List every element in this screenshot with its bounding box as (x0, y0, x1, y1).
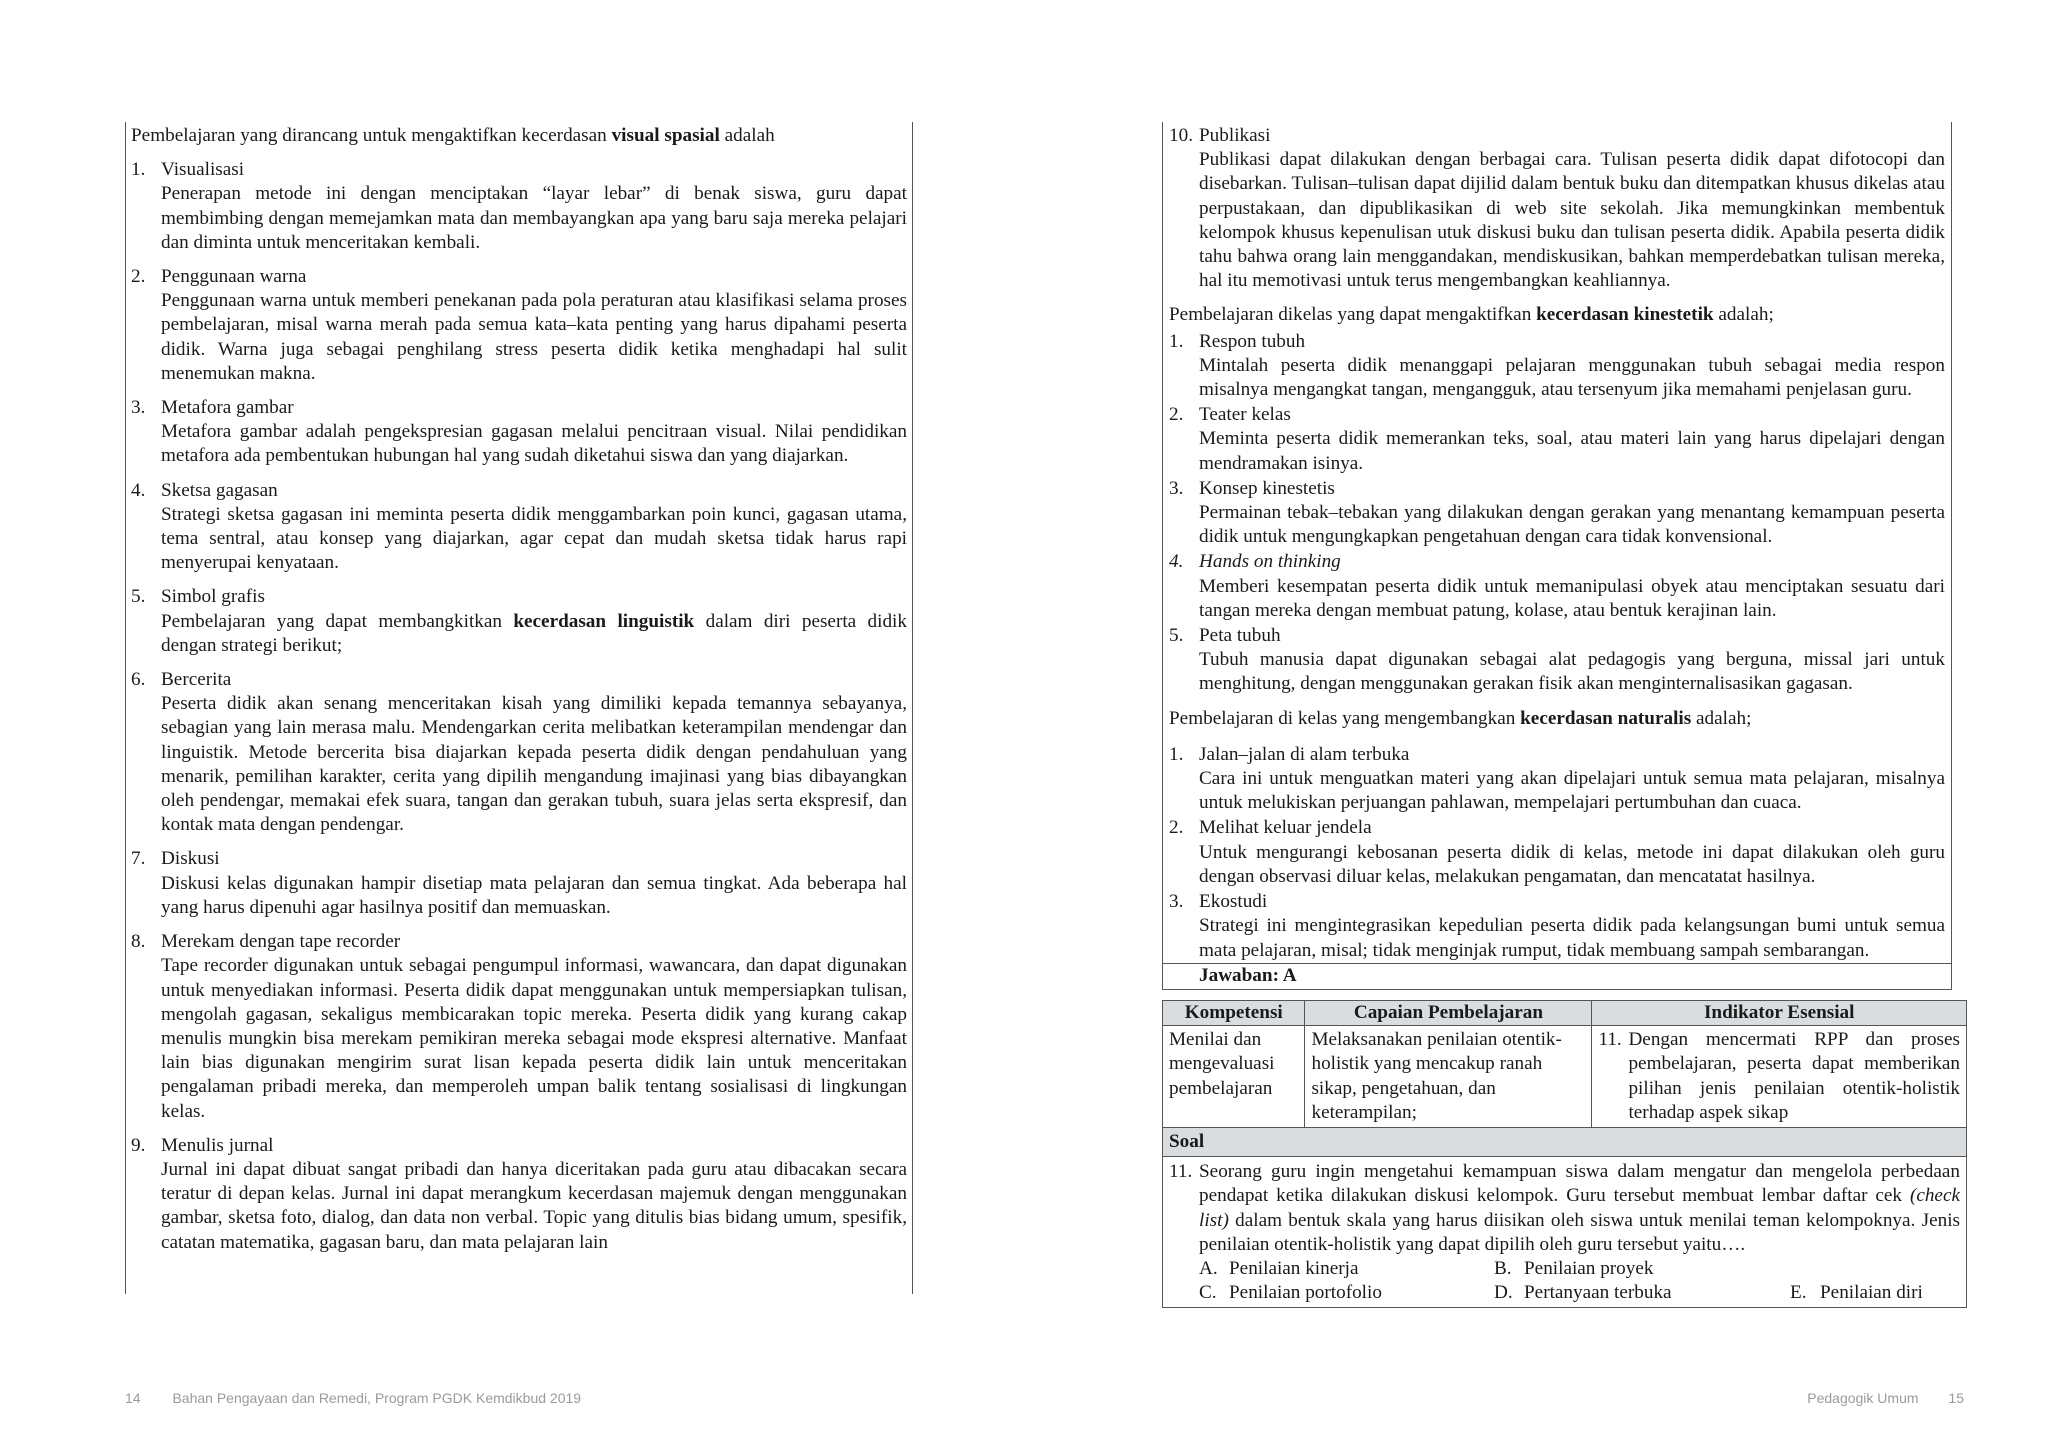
page-number: 14 (125, 1390, 141, 1406)
table-header: Kompetensi (1163, 1000, 1305, 1025)
item-title: Diskusi (161, 848, 220, 870)
left-column (125, 122, 913, 1294)
visual-spasial-list (131, 158, 907, 1255)
list-item: 1. Respon tubuh Mintalah peserta didik menanggapi pelajaran menggunakan tubuh sebagai media respon misalnya mengangkat tangan, mengangguk, atau tersenyum jika memahami penjelasan guru. (1169, 330, 1945, 401)
item-title: Publikasi (1199, 125, 1271, 146)
item-title: Bercerita (161, 669, 232, 691)
list-item: 5. Simbol grafis Pembelajaran yang dapat membangkitkan kecerdasan linguistik dalam diri peserta didik dengan strategi berikut; (131, 585, 907, 658)
item-body: Penggunaan warna untuk memberi penekanan pada pola peraturan atau klasifikasi selama proses pembelajaran, misal warna merah pada semua kata–kata penting yang harus dipahami peserta didik. Warna juga sebagai penghilang stress peserta didik ketika menghadapi hal sulit menemukan makna. (161, 290, 907, 384)
list-item: 10. Publikasi Publikasi dapat dilakukan dengan berbagai cara. Tulisan peserta didik dapat difotocopi dan disebarkan. Tulisan–tulisan dapat dijilid dalam bentuk buku dan ditempatkan khusus dikelas atau perpustakaan, dan dipublikasikan di web site sekolah. Jika memungkinkan membentuk kelompok khusus kepenulisan utuk diskusi buku dan tulisan peserta didik. Apabila peserta didik tahu bahwa orang lain menggandakan, mendiskusikan, bahkan memperdebatkan tulisan mereka, hal itu memotivasi untuk terus mengembangkan keahliannya. (1169, 124, 1945, 293)
list-item: 8. Merekam dengan tape recorder Tape recorder digunakan untuk sebagai pengumpul informasi, wawancara, dan dapat digunakan untuk menyediakan informasi. Peserta didik dapat menggunakan untuk mempersiapkan tulisan, mengolah gagasan, sekaligus membicarakan topic mereka. Peserta didik yang kurang cakap menulis mungkin bisa merekam pemikiran mereka sebagai mode ekspresi alternative. Manfaat lain bias digunakan mengirim surat lisan kepada peserta didik lain untuk menceritakan pengalaman pribadi mereka, dan memperoleh umpan balik tentang sosialisasi di lingkungan kelas. (131, 930, 907, 1124)
list-item: 7. Diskusi Diskusi kelas digunakan hampir disetiap mata pelajaran dan semua tingkat. Ada beberapa hal yang harus dipenuhi agar hasilnya positif dan memuaskan. (131, 847, 907, 920)
table-header: Capaian Pembelajaran (1305, 1000, 1592, 1025)
option-a: A. Penilaian kinerja (1199, 1257, 1359, 1279)
item-body: Penerapan metode ini dengan menciptakan “layar lebar” di benak siswa, guru dapat membimbing dengan memejamkan mata dan membayangkan apa yang baru saja mereka pelajari dan diminta untuk menceritakan kembali. (161, 183, 907, 253)
item-body: Strategi sketsa gagasan ini meminta peserta didik menggambarkan poin kunci, gagasan utama, tema sentral, atau konsep yang diajarkan, agar cepat dan mudah sketsa tidak harus rapi menyerupai kenyataan. (161, 503, 907, 574)
list-item: 9. Menulis jurnal Jurnal ini dapat dibuat sangat pribadi dan hanya diceritakan pada guru atau dibacakan secara teratur di depan kelas. Jurnal ini dapat merangkum kecerdasan majemuk dengan menggunakan gambar, sketsa foto, dialog, dan data non verbal. Topic yang ditulis bias bidang umum, spesifik, catatan matematika, gagasan baru, dan mata pelajaran lain (131, 1134, 907, 1255)
item-body: Diskusi kelas digunakan hampir disetiap mata pelajaran dan semua tingkat. Ada beberapa hal yang harus dipenuhi agar hasilnya positif dan memuaskan. (161, 872, 907, 918)
item-title: Sketsa gagasan (161, 479, 278, 501)
footer-title: Bahan Pengayaan dan Remedi, Program PGDK Kemdikbud 2019 (172, 1390, 582, 1406)
right-column (1162, 122, 1960, 1308)
capaian-cell: Melaksanakan penilaian otentik-holistik yang mencakup ranah sikap, pengetahuan, dan keterampilan; (1305, 1026, 1592, 1128)
answer-key: Jawaban: A (1162, 964, 1952, 990)
kompetensi-cell: Menilai dan mengevaluasi pembelajaran (1163, 1026, 1305, 1128)
list-item: 2. Teater kelas Meminta peserta didik memerankan teks, soal, atau materi lain yang harus dipelajari dengan mendramakan isinya. (1169, 404, 1945, 474)
list-item: 1. Visualisasi Penerapan metode ini dengan menciptakan “layar lebar” di benak siswa, guru dapat membimbing dengan memejamkan mata dan membayangkan apa yang baru saja mereka pelajari dan diminta untuk menceritakan kembali. (131, 158, 907, 255)
list-item: 4. Sketsa gagasan Strategi sketsa gagasan ini meminta peserta didik menggambarkan poin kunci, gagasan utama, tema sentral, atau konsep yang diajarkan, agar cepat dan mudah sketsa tidak harus rapi menyerupai kenyataan. (131, 479, 907, 576)
visual-spasial-intro: Pembelajaran yang dirancang untuk mengaktifkan kecerdasan visual spasial adalah (131, 125, 775, 146)
item-title: Simbol grafis (161, 586, 265, 608)
indikator-cell: 11. Dengan mencermati RPP dan proses pembelajaran, peserta dapat memberikan pilihan jenis penilaian otentik-holistik terhadap aspek sikap (1592, 1026, 1967, 1128)
competency-table (1162, 1000, 1967, 1308)
soal-header: Soal (1163, 1127, 1967, 1156)
item-body: Publikasi dapat dilakukan dengan berbagai cara. Tulisan peserta didik dapat difotocopi dan disebarkan. Tulisan–tulisan dapat dijilid dalam bentuk buku dan ditempatkan khusus dikelas atau perpustakaan, dan dipublikasikan di web site sekolah. Jika memungkinkan membentuk kelompok khusus kepenulisan utuk diskusi buku dan tulisan peserta didik. Apabila peserta didik tahu bahwa orang lain menggandakan, mendiskusikan, bahkan memperdebatkan tulisan mereka, hal itu memotivasi untuk terus mengembangkan keahliannya. (1199, 149, 1945, 292)
option-d: D. Pertanyaan terbuka (1494, 1282, 1672, 1304)
table-row (1163, 1026, 1967, 1128)
item-body: Metafora gambar adalah pengekspresian gagasan melalui pencitraan visual. Nilai pendidikan metafora ada pembentukan hubungan hal yang sudah diketahui siswa dan yang diajarkan. (161, 421, 907, 467)
list-item: 1. Jalan–jalan di alam terbuka Cara ini untuk menguatkan materi yang akan dipelajari untuk semua mata pelajaran, misalnya untuk melukiskan perjuangan pahlawan, mempelajari pertumbuhan dan cuaca. (1169, 743, 1945, 814)
list-item: 3. Ekostudi Strategi ini mengintegrasikan kepedulian peserta didik pada kelangsungan bumi untuk semua mata pelajaran, misal; tidak menginjak rumput, tidak membuang sampah sembarangan. (1169, 891, 1945, 961)
item-body: Pembelajaran yang dapat membangkitkan kecerdasan linguistik dalam diri peserta didik dengan strategi berikut; (161, 610, 907, 656)
list-item: 2. Penggunaan warna Penggunaan warna untuk memberi penekanan pada pola peraturan atau klasifikasi selama proses pembelajaran, misal warna merah pada semua kata–kata penting yang harus dipahami peserta didik. Warna juga sebagai penghilang stress peserta didik ketika menghadapi hal sulit menemukan makna. (131, 265, 907, 386)
kinestetik-list (1169, 330, 1945, 697)
option-b: B. Penilaian proyek (1494, 1257, 1654, 1279)
answer-options (1199, 1257, 1960, 1305)
list-item: 6. Bercerita Peserta didik akan senang menceritakan kisah yang dimiliki kepada temannya sebayanya, sebagian yang lain merasa malu. Mendengarkan cerita melibatkan keterampilan mendengar dan linguistik. Metode bercerita bisa diajarkan kepada peserta didik dengan pendahuluan yang menarik, pemilihan karakter, cerita yang dipilih mengandung imajinasi yang bias dibayangkan oleh pendengar, memakai efek suara, tangan dan gerakan tubuh, suara jelas serta ekspresif, dan kontak mata dengan pendengar. (131, 668, 907, 837)
list-item: 2. Melihat keluar jendela Untuk mengurangi kebosanan peserta didik di kelas, metode ini dapat dilakukan oleh guru dengan observasi diluar kelas, melakukan pengamatan, dan mencatatat hasilnya. (1169, 817, 1945, 887)
question-cell (1163, 1157, 1967, 1308)
list-item: 3. Konsep kinestetis Permainan tebak–tebakan yang dilakukan dengan gerakan yang menantang kemampuan peserta didik untuk mengungkapkan pengetahuan dengan cara tidak konvensional. (1169, 477, 1945, 548)
footer-title: Pedagogik Umum (1807, 1390, 1919, 1406)
naturalis-intro: Pembelajaran di kelas yang mengembangkan kecerdasan naturalis adalah; (1169, 707, 1752, 729)
right-page (1024, 0, 2048, 1448)
page-number: 15 (1948, 1390, 1964, 1406)
table-row (1163, 1157, 1967, 1308)
option-c: C. Penilaian portofolio (1199, 1282, 1382, 1304)
list-item: 4. Hands on thinking Memberi kesempatan peserta didik untuk memanipulasi obyek atau menciptakan sesuatu dari tangan mereka dengan membuat patung, kolase, atau bentuk kerajinan lain. (1169, 551, 1945, 621)
table-header: Indikator Esensial (1592, 1000, 1967, 1025)
right-prose-box (1162, 122, 1952, 964)
item-body: Tape recorder digunakan untuk sebagai pengumpul informasi, wawancara, dan dapat digunakan untuk menyediakan informasi. Peserta didik dapat menggunakan untuk mempersiapkan tulisan, mengolah gagasan, sekaligus membicarakan topic mereka. Peserta didik yang kurang cakap menulis mungkin bisa merekam pemikiran mereka sebagai mode ekspresi alternative. Manfaat lain bias digunakan mengirim surat lisan kepada peserta didik lain untuk menceritakan pengalaman pribadi mereka, dan memperoleh umpan balik tentang sosialisasi di lingkungan kelas. (161, 955, 907, 1122)
item-title: Visualisasi (161, 159, 245, 181)
item-title: Metafora gambar (161, 397, 294, 419)
question-text: 11. Seorang guru ingin mengetahui kemampuan siswa dalam mengatur dan mengelola perbedaan pendapat ketika dilakukan diskusi kelompok. Guru tersebut membuat lembar daftar cek (check list) dalam bentuk skala yang harus diisikan oleh siswa untuk menilai teman kelompoknya. Jenis penilaian otentik-holistik yang dapat dipilih oleh guru tersebut yaitu…. (1169, 1161, 1960, 1255)
option-e: E. Penilaian diri (1790, 1282, 1923, 1304)
naturalis-list (1169, 743, 1945, 963)
item-body: Jurnal ini dapat dibuat sangat pribadi dan hanya diceritakan pada guru atau dibacakan secara teratur di depan kelas. Jurnal ini dapat merangkum kecerdasan majemuk dengan menggunakan gambar, sketsa foto, dialog, dan data non verbal. Topic yang ditulis bias bidang umum, spesifik, catatan matematika, gagasan baru, dan mata pelajaran lain (161, 1158, 907, 1253)
item-body: Peserta didik akan senang menceritakan kisah yang dimiliki kepada temannya sebayanya, sebagian yang lain merasa malu. Mendengarkan cerita melibatkan keterampilan mendengar dan linguistik. Metode bercerita bisa diajarkan kepada peserta didik dengan pendahuluan yang menarik, pemilihan karakter, cerita yang dipilih mengandung imajinasi yang bias dibayangkan oleh pendengar, memakai efek suara, tangan dan gerakan tubuh, suara jelas serta ekspresif, dan kontak mata dengan pendengar. (161, 693, 907, 836)
item-title: Penggunaan warna (161, 266, 307, 288)
footer-left (125, 1390, 581, 1406)
list-item: 3. Metafora gambar Metafora gambar adalah pengekspresian gagasan melalui pencitraan visual. Nilai pendidikan metafora ada pembentukan hubungan hal yang sudah diketahui siswa dan yang diajarkan. (131, 396, 907, 469)
item-title: Merekam dengan tape recorder (161, 931, 401, 953)
list-item: 5. Peta tubuh Tubuh manusia dapat digunakan sebagai alat pedagogis yang berguna, missal jari untuk menghitung, dengan menggunakan gerakan fisik akan menginternalisasikan gagasan. (1169, 625, 1945, 695)
item-title: Menulis jurnal (161, 1134, 274, 1156)
kinestetik-intro: Pembelajaran dikelas yang dapat mengaktifkan kecerdasan kinestetik adalah; (1169, 304, 1774, 326)
footer-right (1764, 1390, 1964, 1406)
